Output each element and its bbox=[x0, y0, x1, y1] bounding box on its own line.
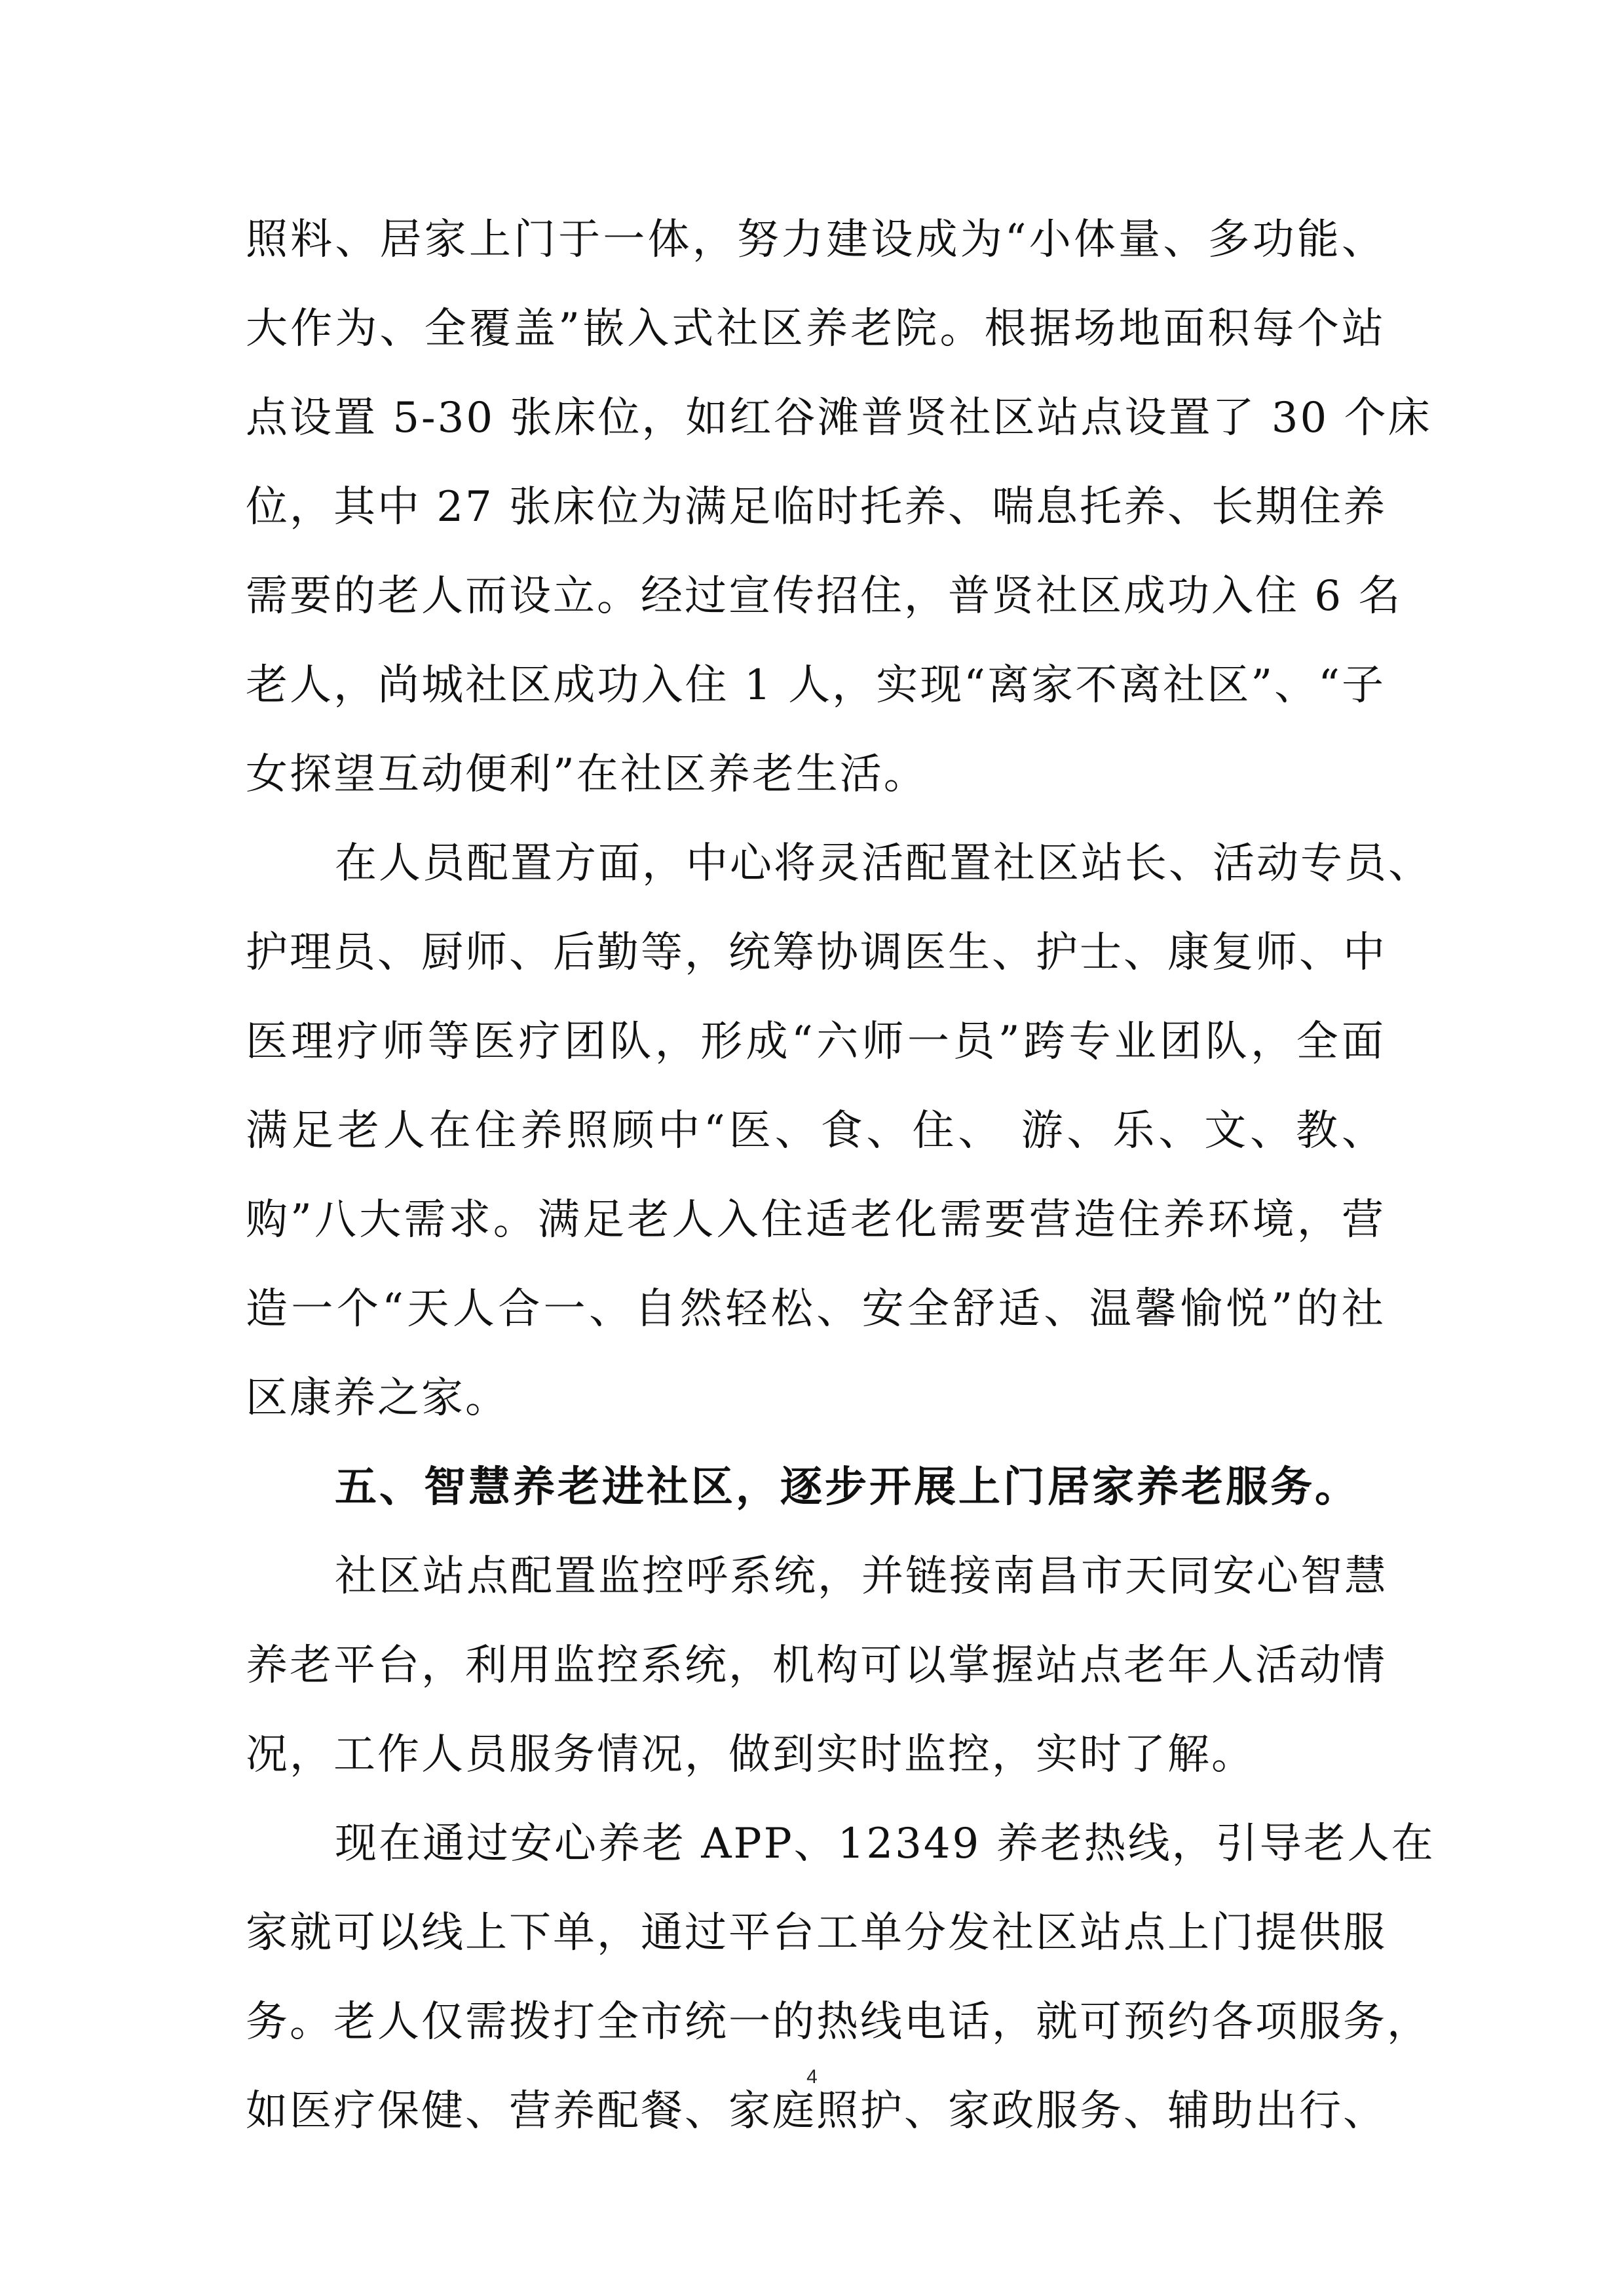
text-line: 老人，尚城社区成功入住 1 人，实现“离家不离社区”、“子 bbox=[246, 661, 1386, 710]
text-line: 点设置 5-30 张床位，如红谷滩普贤社区站点设置了 30 个床 bbox=[246, 394, 1432, 442]
text-line: 如医疗保健、营养配餐、家庭照护、家政服务、辅助出行、 bbox=[246, 2087, 1387, 2135]
section-heading: 五、智慧养老进社区，逐步开展上门居家养老服务。 bbox=[335, 1463, 1359, 1512]
paragraph-first-line: 在人员配置方面，中心将灵活配置社区站长、活动专员、 bbox=[335, 839, 1432, 888]
paragraph-first-line: 社区站点配置监控呼系统，并链接南昌市天同安心智慧 bbox=[335, 1552, 1388, 1601]
text-line: 大作为、全覆盖”嵌入式社区养老院。根据场地面积每个站 bbox=[246, 305, 1386, 353]
text-line: 养老平台，利用监控系统，机构可以掌握站点老年人活动情 bbox=[246, 1641, 1387, 1690]
document-body bbox=[246, 195, 1435, 2156]
text-line: 女探望互动便利”在社区养老生活。 bbox=[246, 750, 928, 799]
text-line: 区康养之家。 bbox=[246, 1374, 509, 1423]
text-line: 满足老人在住养照顾中“医、食、住、 游、乐、文、教、 bbox=[246, 1107, 1386, 1155]
text-line: 务。老人仅需拨打全市统一的热线电话，就可预约各项服务， bbox=[246, 1998, 1431, 2046]
text-line: 医理疗师等医疗团队，形成“六师一员”跨专业团队，全面 bbox=[246, 1018, 1386, 1066]
text-line: 购”八大需求。满足老人入住适老化需要营造住养环境，营 bbox=[246, 1196, 1386, 1244]
text-line: 造一个“天人合一、自然轻松、安全舒适、温馨愉悦”的社 bbox=[246, 1285, 1386, 1333]
page-number: 4 bbox=[806, 2066, 818, 2088]
text-line: 位，其中 27 张床位为满足临时托养、喘息托养、长期住养 bbox=[246, 483, 1388, 531]
paragraph-first-line: 现在通过安心养老 APP、12349 养老热线，引导老人在 bbox=[335, 1820, 1435, 1868]
text-line: 护理员、厨师、后勤等，统筹协调医生、护士、康复师、中 bbox=[246, 928, 1387, 977]
text-line: 需要的老人而设立。经过宣传招住，普贤社区成功入住 6 名 bbox=[246, 572, 1403, 621]
text-line: 况，工作人员服务情况，做到实时监控，实时了解。 bbox=[246, 1731, 1255, 1779]
text-line: 家就可以线上下单，通过平台工单分发社区站点上门提供服 bbox=[246, 1909, 1387, 1957]
text-line: 照料、居家上门于一体，努力建设成为“小体量、多功能、 bbox=[246, 216, 1386, 264]
